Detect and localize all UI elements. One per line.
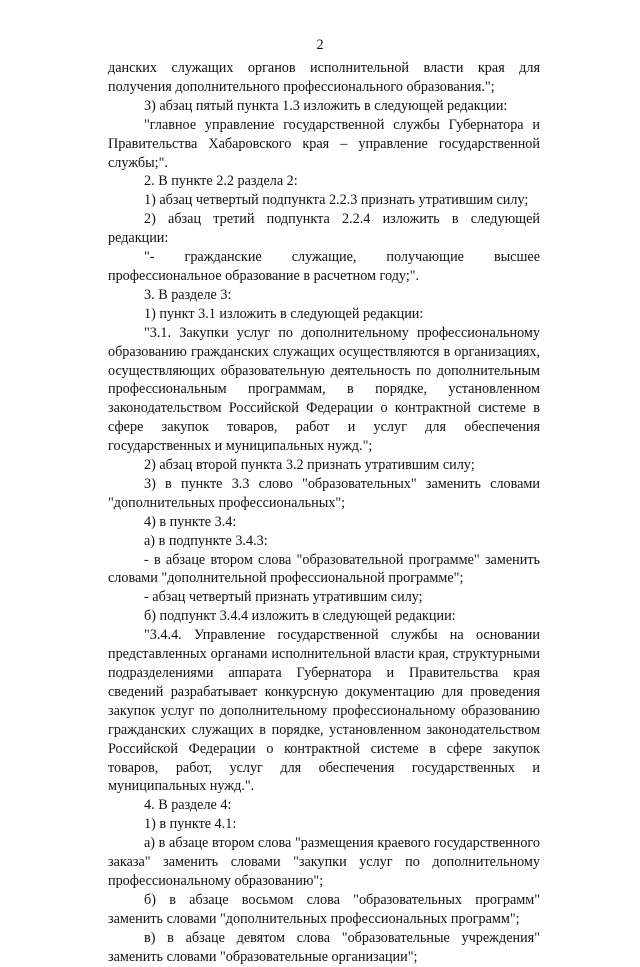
paragraph: "- гражданские служащие, получающие высшее профессиональное образование в расчетном году;". (108, 249, 540, 284)
paragraph: 1) пункт 3.1 изложить в следующей редакции: (144, 305, 424, 322)
paragraph: 2) абзац третий подпункта 2.2.4 изложить в следующей редакции: (108, 211, 540, 247)
paragraph: 4. В разделе 4: (144, 797, 232, 814)
paragraph: - в абзаце втором слова "образовательной программе" заменить словами "дополнительной профессиональной программе"; (108, 551, 540, 587)
paragraph: 2) абзац второй пункта 3.2 признать утратившим силу; (144, 457, 475, 474)
document-body (108, 59, 540, 967)
paragraph: б) подпункт 3.4.4 изложить в следующей редакции: (144, 608, 456, 625)
paragraph: б) в абзаце восьмом слова "образовательных программ" заменить словами "дополнительных профессиональных программ"; (108, 891, 540, 927)
paragraph: 1) в пункте 4.1: (144, 816, 237, 833)
paragraph: "3.1. Закупки услуг по дополнительному профессиональному образованию гражданских служащих осуществляются в организациях, осуществляющих образовательную деятельность по дополнительным профессиональным программам, в порядке, установленном законодательством Российской Федерации о контрактной системе в сфере закупок товаров, работ и услуг для обеспечения государственных и муниципальных нужд."; (108, 324, 540, 455)
paragraph: а) в абзаце втором слова "размещения краевого государственного заказа" заменить словами "закупки услуг по дополнительному профессиональному образованию"; (108, 835, 540, 889)
paragraph: а) в подпункте 3.4.3: (144, 532, 268, 549)
paragraph: 4) в пункте 3.4: (144, 513, 237, 530)
paragraph: 3) в пункте 3.3 слово "образовательных" заменить словами "дополнительных профессиональных"; (108, 475, 540, 511)
paragraph: "3.4.4. Управление государственной службы на основании представленных органами исполнительной власти края, структурными подразделениями аппарата Губернатора и Правительства края сведений разрабатывает конкурсную документацию для проведения закупок услуг по дополнительному профессиональному образованию гражданских служащих в порядке, установленном законодательством Российской Федерации о контрактной системе в сфере закупок товаров, работ, услуг для обеспечения государственных и муниципальных нужд.". (108, 627, 540, 795)
paragraph: данских служащих органов исполнительной власти края для получения дополнительного профессионального образования."; (108, 60, 540, 95)
paragraph: 2. В пункте 2.2 раздела 2: (144, 173, 298, 190)
paragraph: - абзац четвертый признать утратившим силу; (144, 589, 423, 606)
paragraph: "главное управление государственной службы Губернатора и Правительства Хабаровского края – управление государственной службы;". (108, 116, 540, 171)
paragraph: 3) абзац пятый пункта 1.3 изложить в следующей редакции: (144, 97, 508, 114)
paragraph: 1) абзац четвертый подпункта 2.2.3 признать утратившим силу; (144, 192, 529, 209)
paragraph: в) в абзаце девятом слова "образовательные учреждения" заменить словами "образовательные организации"; (108, 929, 540, 965)
paragraph: 3. В разделе 3: (144, 286, 232, 303)
page-number: 2 (316, 37, 324, 53)
